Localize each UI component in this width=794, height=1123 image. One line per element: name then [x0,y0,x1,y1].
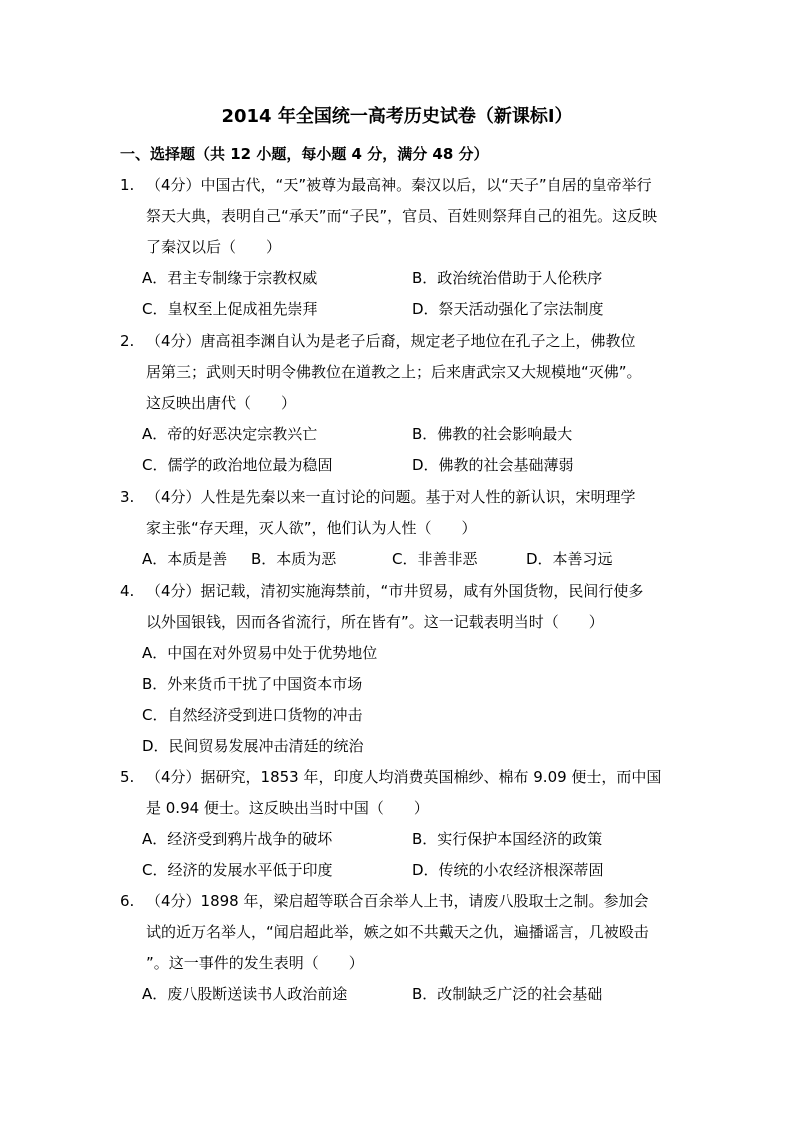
question-text-line: （4分）据记载，清初实施海禁前，“市井贸易，咸有外国货物，民间行使多 [146,582,644,600]
option-row [120,294,680,325]
option-a: A．帝的好恶决定宗教兴亡 [142,425,318,443]
question-number: 2. [120,332,135,350]
option-c: C．皇权至上促成祖先崇拜 [142,300,318,318]
option-a: A．本质是善 [142,550,228,568]
option-row [120,419,680,450]
option-row [120,979,680,1010]
option-d: D．本善习远 [526,550,613,568]
question-text-line: 这反映出唐代（ ） [146,394,297,412]
question-number: 4. [120,582,135,600]
option-c: C．儒学的政治地位最为稳固 [142,456,333,474]
option-b: B．政治统治借助于人伦秩序 [412,269,603,287]
question-text-line: 家主张“存天理，灭人欲”，他们认为人性（ ） [146,519,477,537]
question-6 [120,886,680,1010]
option-row [120,450,680,481]
option-b: B．佛教的社会影响最大 [412,425,573,443]
option-row [120,263,680,294]
option-a: A．中国在对外贸易中处于优势地位 [142,644,378,662]
option-row [120,855,680,886]
question-number: 3. [120,488,135,506]
question-number: 5. [120,768,135,786]
question-2 [120,326,680,481]
option-c: C．经济的发展水平低于印度 [142,861,333,879]
question-text-line: 试的近万名举人，“闻启超此举，嫉之如不共戴天之仇，遍播谣言，几被殴击 [146,923,649,941]
question-text-line: 以外国银钱，因而各省流行，所在皆有”。这一记载表明当时（ ） [146,613,604,631]
question-1 [120,170,680,325]
option-b: B．实行保护本国经济的政策 [412,830,603,848]
question-text-line: 居第三；武则天时明令佛教位在道教之上；后来唐武宗又大规模地“灭佛”。 [146,363,642,381]
section-heading: 一、选择题（共 12 小题，每小题 4 分，满分 48 分） [120,145,489,163]
option-row [120,544,680,575]
option-row [120,824,680,855]
question-text-line: （4分）唐高祖李渊自认为是老子后裔，规定老子地位在孔子之上，佛教位 [146,332,636,350]
question-text-line: 祭天大典，表明自己“承天”而“子民”，官员、百姓则祭拜自己的祖先。这反映 [146,207,658,225]
question-text-line: 了秦汉以后（ ） [146,238,282,256]
question-text-line: （4分）中国古代，“天”被尊为最高神。秦汉以后，以“天子”自居的皇帝举行 [146,176,652,194]
option-a: A．废八股断送读书人政治前途 [142,985,348,1003]
option-b: B．外来货币干扰了中国资本市场 [142,675,363,693]
question-text-line: （4分）1898 年，梁启超等联合百余举人上书，请废八股取士之制。参加会 [146,892,649,910]
question-text-line: （4分）人性是先秦以来一直讨论的问题。基于对人性的新认识，宋明理学 [146,488,636,506]
option-d: D．佛教的社会基础薄弱 [412,456,574,474]
option-row [120,700,680,731]
question-number: 1. [120,176,135,194]
option-a: A．经济受到鸦片战争的破坏 [142,830,333,848]
option-d: D．民间贸易发展冲击清廷的统治 [142,737,364,755]
question-5 [120,762,680,886]
option-d: D．祭天活动强化了宗法制度 [412,300,604,318]
question-text-line: 是 0.94 便士。这反映出当时中国（ ） [146,799,429,817]
option-row [120,669,680,700]
option-c: C．非善非恶 [392,550,478,568]
option-row [120,731,680,762]
page-title: 2014 年全国统一高考历史试卷（新课标Ⅰ） [221,106,573,127]
question-number: 6. [120,892,135,910]
option-a: A．君主专制缘于宗教权威 [142,269,318,287]
option-b: B．改制缺乏广泛的社会基础 [412,985,603,1003]
option-row [120,638,680,669]
option-c: C．自然经济受到进口货物的冲击 [142,706,363,724]
question-4 [120,576,680,762]
question-3 [120,482,680,575]
question-text-line: ”。这一事件的发生表明（ ） [146,954,364,972]
question-text-line: （4分）据研究，1853 年，印度人均消费英国棉纱、棉布 9.09 便士，而中国 [146,768,662,786]
option-b: B．本质为恶 [251,550,337,568]
option-d: D．传统的小农经济根深蒂固 [412,861,604,879]
